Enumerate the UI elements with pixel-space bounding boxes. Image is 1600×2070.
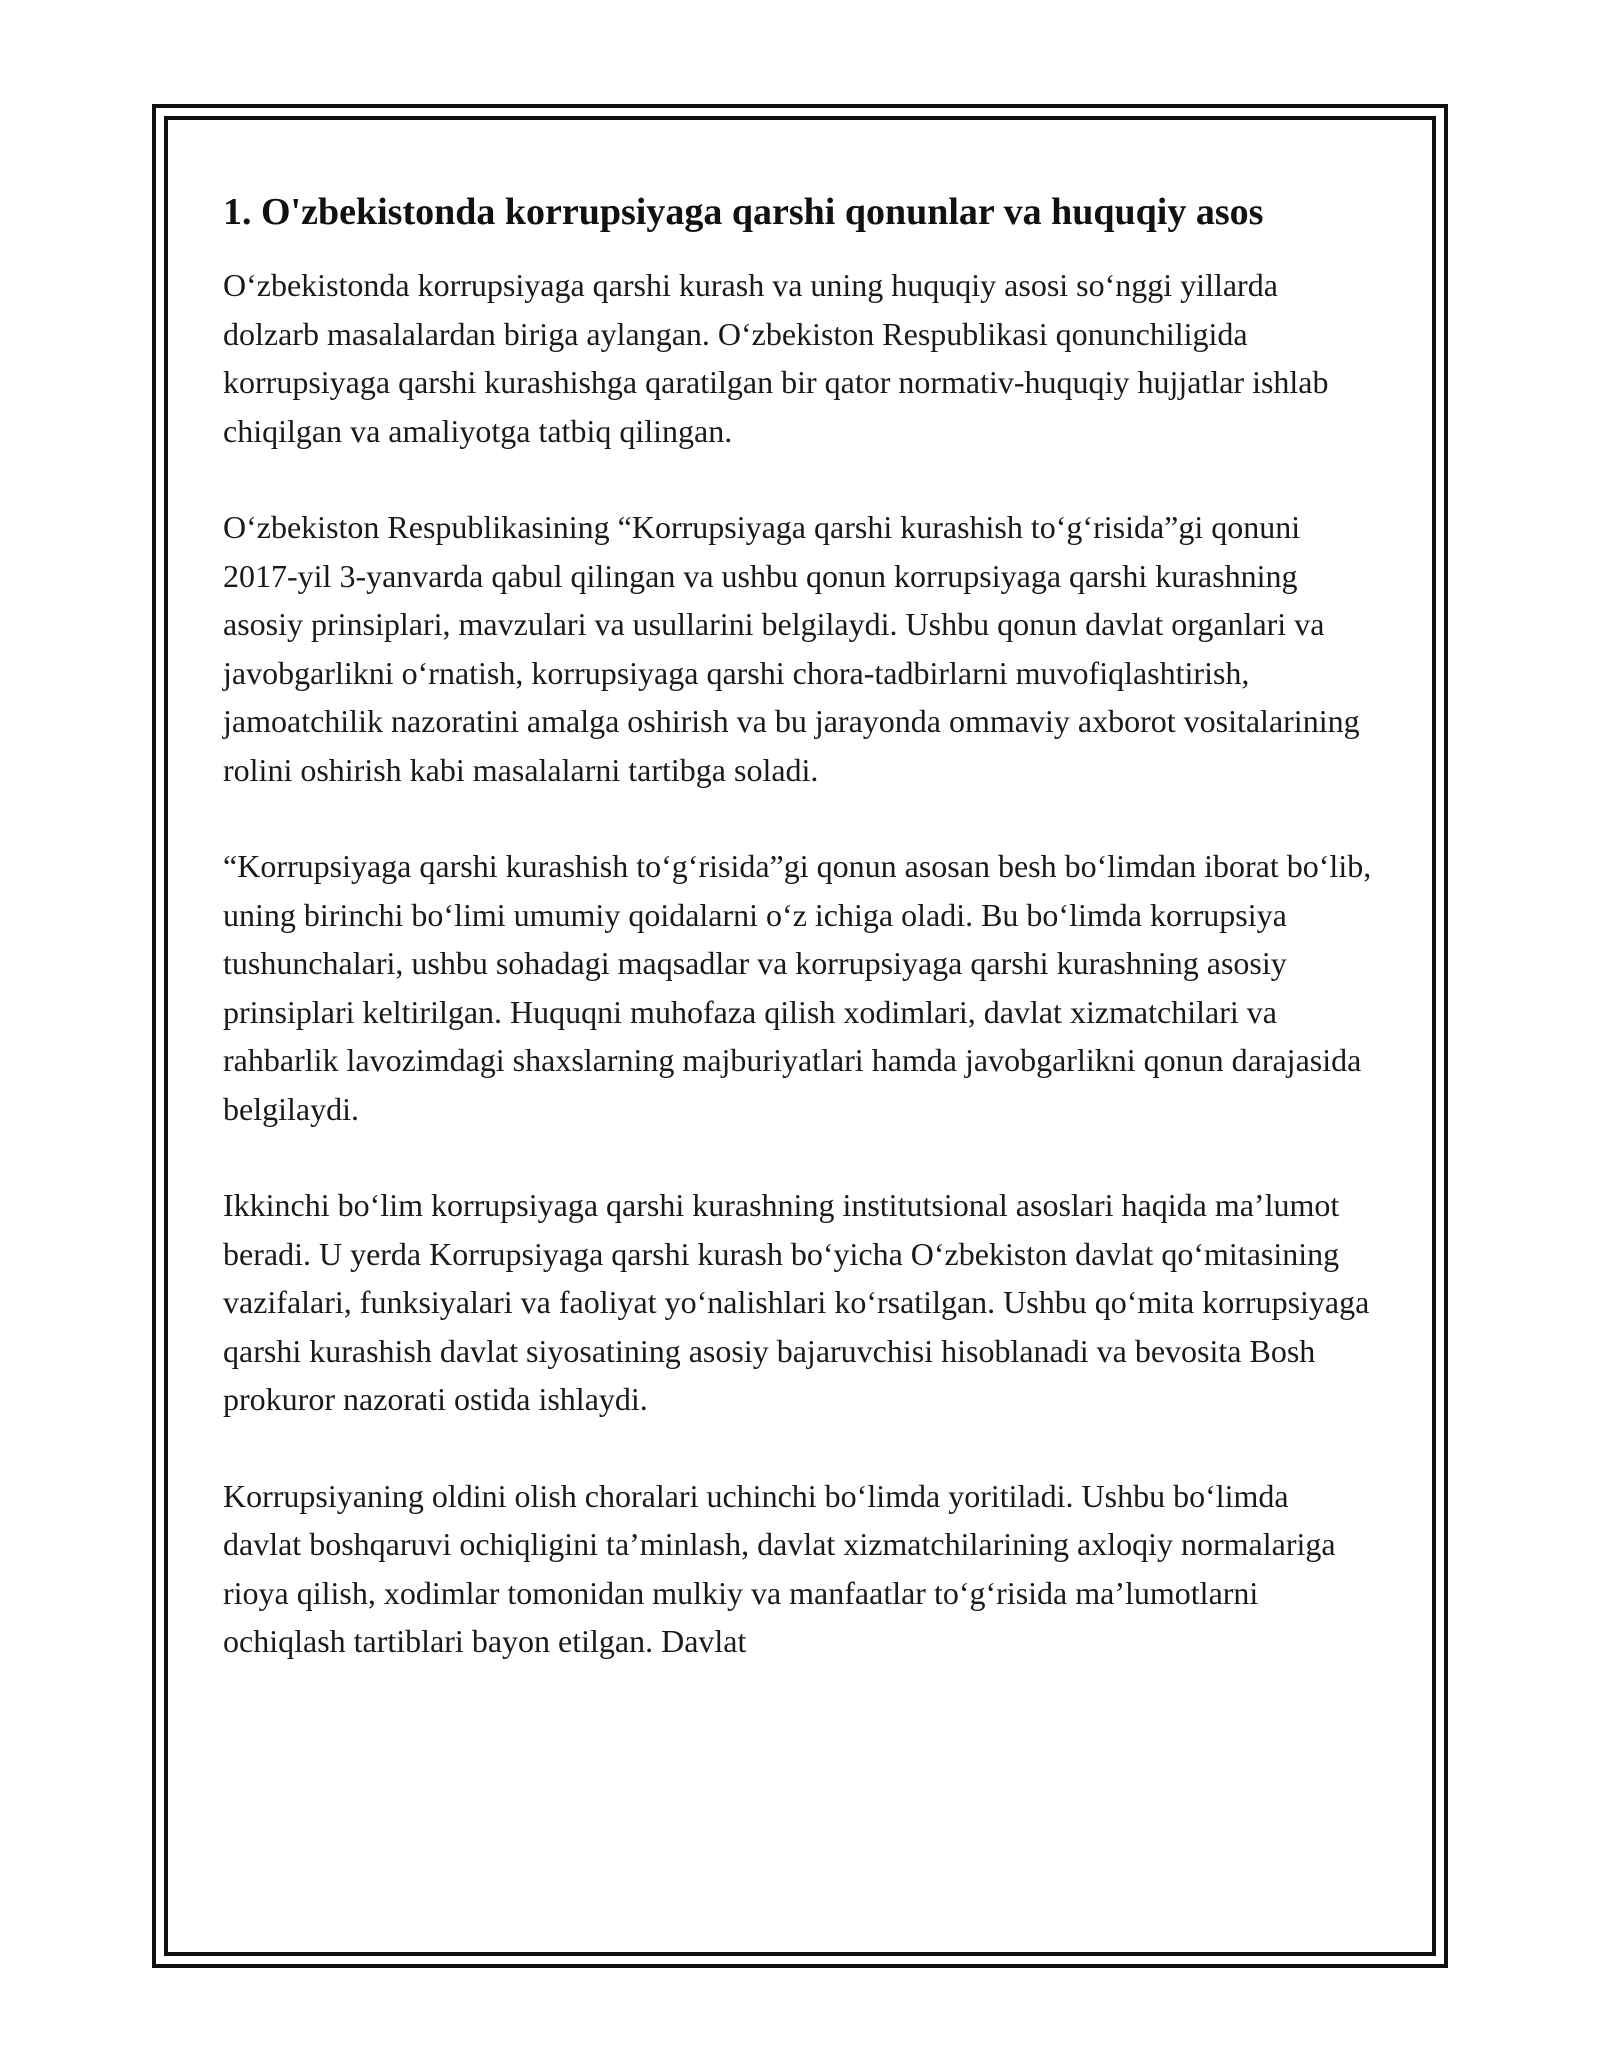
paragraph-1: O‘zbekistonda korrupsiyaga qarshi kurash va uning huquqiy asosi so‘nggi yillarda dolzarb masalalardan biriga aylangan. O‘zbekiston Respublikasi qonunchiligida korrupsiyaga qarshi kurashishga qaratilgan bir qator normativ-huquqiy hujjatlar ishlab chiqilgan va amaliyotga tatbiq qilingan.	[223, 267, 1329, 449]
section-heading: 1. O'zbekistonda korrupsiyaga qarshi qonunlar va huquqiy asos	[223, 191, 1264, 233]
paragraph-5: Korrupsiyaning oldini olish choralari uchinchi bo‘limda yoritiladi. Ushbu bo‘limda davlat boshqaruvi ochiqligini ta’minlash, davlat xizmatchilarining axloqiy normalariga rioya qilish, xodimlar tomonidan mulkiy va manfaatlar to‘g‘risida ma’lumotlarni ochiqlash tartiblari bayon etilgan. Davlat	[223, 1477, 1336, 1659]
paragraph-4: Ikkinchi bo‘lim korrupsiyaga qarshi kurashning institutsional asoslari haqida ma’lumot beradi. U yerda Korrupsiyaga qarshi kurash bo‘yicha O‘zbekiston davlat qo‘mitasining vazifalari, funksiyalari va faoliyat yo‘nalishlari ko‘rsatilgan. Ushbu qo‘mita korrupsiyaga qarshi kurashish davlat siyosatining asosiy bajaruvchisi hisoblanadi va bevosita Bosh prokuror nazorati ostida ishlaydi.	[223, 1187, 1370, 1417]
paragraph-3: “Korrupsiyaga qarshi kurashish to‘g‘risida”gi qonun asosan besh bo‘limdan iborat bo‘lib, uning birinchi bo‘limi umumiy qoidalarni o‘z ichiga oladi. Bu bo‘limda korrupsiya tushunchalari, ushbu sohadagi maqsadlar va korrupsiyaga qarshi kurashning asosiy prinsiplari keltirilgan. Huquqni muhofaza qilish xodimlari, davlat xizmatchilari va rahbarlik lavozimdagi shaxslarning majburiyatlari hamda javobgarlikni qonun darajasida belgilaydi.	[223, 848, 1372, 1127]
document-body	[223, 186, 1373, 1714]
paragraph-2: O‘zbekiston Respublikasining “Korrupsiyaga qarshi kurashish to‘g‘risida”gi qonuni 2017-yil 3-yanvarda qabul qilingan va ushbu qonun korrupsiyaga qarshi kurashning asosiy prinsiplari, mavzulari va usullarini belgilaydi. Ushbu qonun davlat organlari va javobgarlikni o‘rnatish, korrupsiyaga qarshi chora-tadbirlarni muvofiqlashtirish, jamoatchilik nazoratini amalga oshirish va bu jarayonda ommaviy axborot vositalarining rolini oshirish kabi masalalarni tartibga soladi.	[223, 509, 1360, 788]
